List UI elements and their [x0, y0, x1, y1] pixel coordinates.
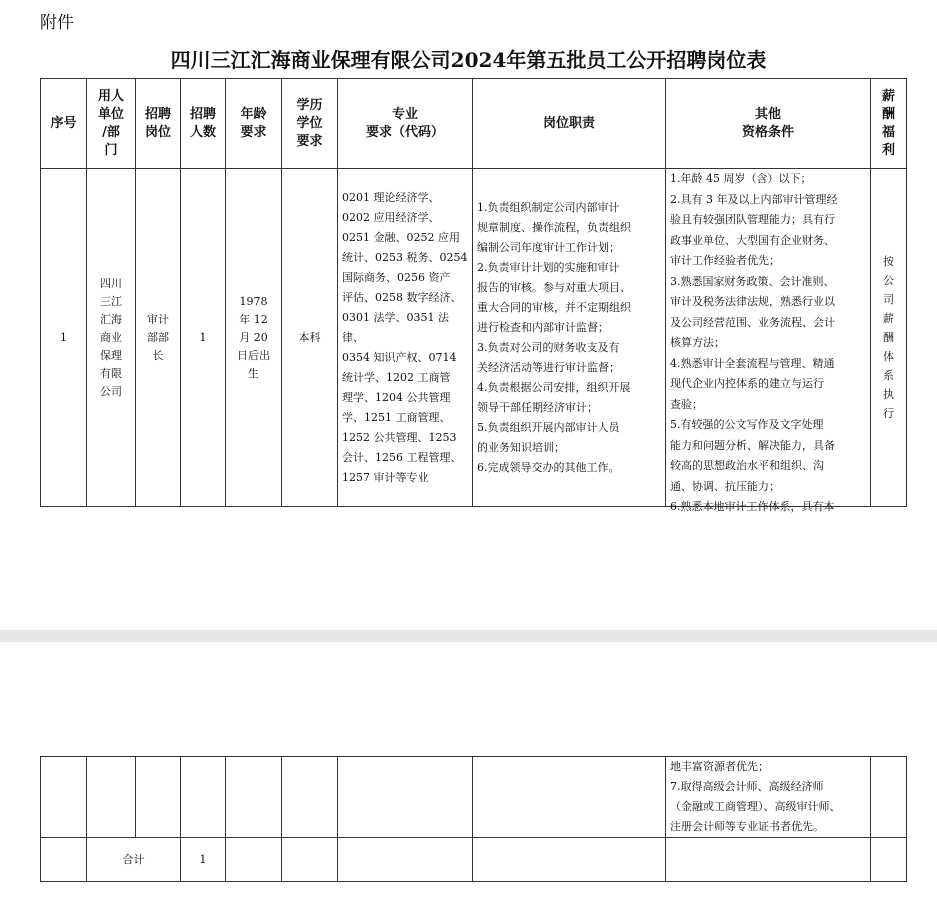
total-label: 合计: [87, 838, 181, 882]
cell-seq: 1: [41, 169, 87, 507]
recruitment-table-continued: [40, 756, 907, 882]
cell-empty: [41, 838, 87, 882]
header-salary: 薪 酬 福 利: [871, 79, 907, 169]
cell-unit: 四川 三江 汇海 商业 保理 有限 公司: [87, 169, 136, 507]
cell-empty: [473, 757, 666, 838]
header-major: 专业 要求（代码）: [338, 79, 473, 169]
header-seq: 序号: [41, 79, 87, 169]
cell-empty: [226, 757, 282, 838]
header-education: 学历 学位 要求: [282, 79, 338, 169]
other-text: 1.年龄 45 周岁（含）以下； 2.具有 3 年及以上内部审计管理经 验且有较强团队管理能力；具有行 政事业单位、大型国有企业财务、 审计工作经验者优先； 3.熟悉国家财务政策、会计准则、 审计及税务法律法规，熟悉行业以 及公司经营范围、业务流程、会计 核算方法； 4.熟悉审计全套流程与管理、精通 现代企业内控体系的建立与运行 查验； 5.有较强的公文写作及文字处理 能力和问题分析、解决能力，具备 较高的思想政治水平和组织、沟 通、协调、抗压能力； 6.熟悉本地审计工作体系，具有本: [670, 172, 838, 513]
cell-empty: [87, 757, 136, 838]
cell-other-continued: 地丰富资源者优先； 7.取得高级会计师、高级经济师 （金融或工商管理）、高级审计师、 注册会计师等专业证书者优先。: [666, 757, 871, 838]
page-break: [0, 630, 937, 642]
cell-major: 0201 理论经济学、 0202 应用经济学、 0251 金融、0252 应用 统计、0253 税务、0254 国际商务、0256 资产 评估、0258 数字经济、 0301 法学、0351 法律、 0354 知识产权、0714 统计学、1202 工商管 理学、1204 公共管理 学、1251 工商管理、 1252 公共管理、1253 会计、1256 工程管理、 1257 审计等专业: [338, 169, 473, 507]
header-position: 招聘 岗位: [136, 79, 181, 169]
cell-empty: [473, 838, 666, 882]
header-age: 年龄 要求: [226, 79, 282, 169]
cell-duties: 1.负责组织制定公司内部审计 规章制度、操作流程，负责组织 编制公司年度审计工作计划； 2.负责审计计划的实施和审计 报告的审核。参与对重大项目、 重大合同的审核，并不定期组织 进行检查和内部审计监督； 3.负责对公司的财务收支及有 关经济活动等进行审计监督； 4.负责根据公司安排，组织开展 领导干部任期经济审计； 5.负责组织开展内部审计人员 的业务知识培训； 6.完成领导交办的其他工作。: [473, 169, 666, 507]
cell-empty: [871, 838, 907, 882]
recruitment-table: [40, 78, 907, 513]
cell-other: [666, 169, 871, 513]
cell-empty: [136, 757, 181, 838]
document-title: 四川三江汇海商业保理有限公司2024年第五批员工公开招聘岗位表: [170, 48, 767, 72]
cell-empty: [871, 757, 907, 838]
table-row-continued: [41, 757, 907, 838]
header-count: 招聘 人数: [181, 79, 226, 169]
attachment-label: 附件: [40, 13, 74, 33]
cell-empty: [226, 838, 282, 882]
cell-empty: [338, 838, 473, 882]
cell-empty: [338, 757, 473, 838]
cell-education: 本科: [282, 169, 338, 507]
header-duties: 岗位职责: [473, 79, 666, 169]
cell-empty: [181, 757, 226, 838]
total-count: 1: [181, 838, 226, 882]
cell-age: 1978 年 12 月 20 日后出 生: [226, 169, 282, 507]
cell-salary: 按 公 司 薪 酬 体 系 执 行: [871, 169, 907, 507]
cell-count: 1: [181, 169, 226, 507]
cell-empty: [666, 838, 871, 882]
header-other: 其他 资格条件: [666, 79, 871, 169]
cell-empty: [41, 757, 87, 838]
table-row: [41, 169, 907, 507]
header-unit: 用人 单位 /部 门: [87, 79, 136, 169]
cell-empty: [282, 757, 338, 838]
cell-empty: [282, 838, 338, 882]
cell-position: 审计 部部 长: [136, 169, 181, 507]
header-row: [41, 79, 907, 169]
total-row: [41, 838, 907, 882]
